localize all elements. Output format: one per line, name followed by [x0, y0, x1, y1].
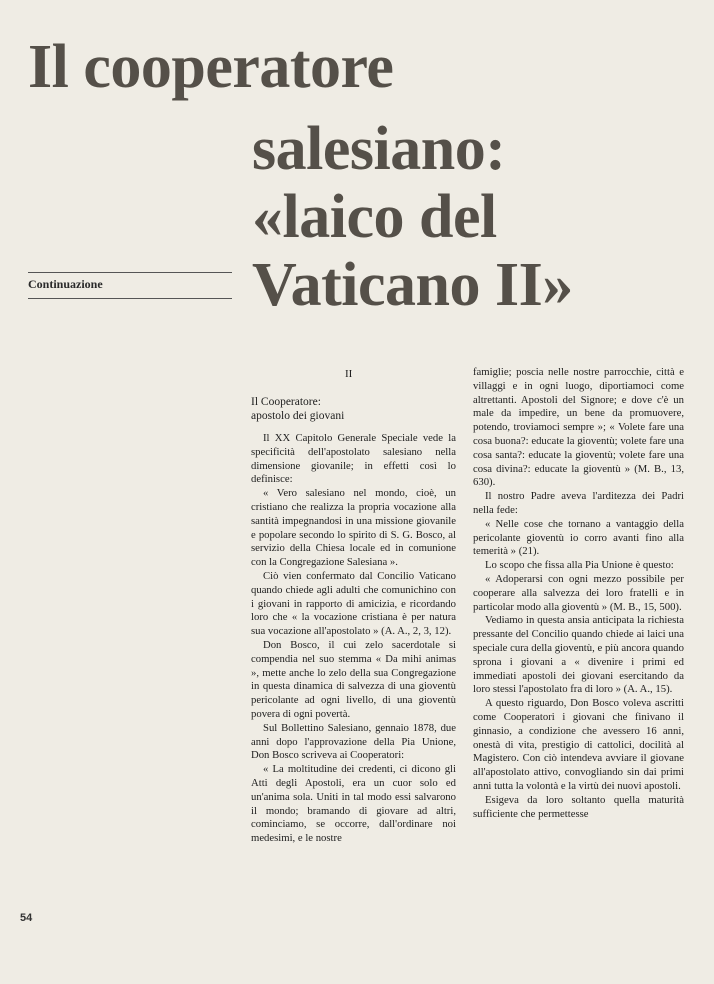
subheading-line-2: apostolo dei giovani — [251, 410, 345, 422]
paragraph: Vediamo in questa ansia anticipata la richiesta pressante del Concilio quando chiede ai laici una speciale cura della gioventù, e più ancora quando sprona i giovani a « divenire i primi ed immediati apostoli dei giovani esercitando da loro stessi l'apostolato fra di loro » (A. A., 15). — [473, 614, 684, 696]
paragraph: « Adoperarsi con ogni mezzo possibile per cooperare alla salvezza dei loro fratelli e in particolar modo alla gioventù » (M. B., 15, 500). — [473, 572, 684, 613]
title-line-3: «laico del — [252, 183, 497, 251]
paragraph: Esigeva da loro soltanto quella maturità sufficiente che permettesse — [473, 793, 684, 820]
page-number: 54 — [20, 912, 33, 924]
title-line-2: salesiano: — [252, 115, 506, 183]
text-column-right — [473, 366, 684, 821]
title-line-1: Il cooperatore — [28, 33, 394, 101]
continuation-label: Continuazione — [28, 277, 103, 291]
subheading-line-1: Il Cooperatore: — [251, 396, 321, 408]
paragraph: A questo riguardo, Don Bosco voleva ascritti come Cooperatori i giovani che finivano il ginnasio, a condizione che avessero 16 anni, onestà di vita, prestigio di cattolici, docilità al Magistero. Con ciò intendeva avviare il giovane all'apostolato attivo, convogliando sin dai primi anni tutta la volontà e la virtù dei nuovi apostoli. — [473, 697, 684, 792]
paragraph: Il nostro Padre aveva l'arditezza dei Padri nella fede: — [473, 490, 684, 516]
title-line-4: Vaticano II» — [252, 251, 573, 319]
paragraph: Don Bosco, il cui zelo sacerdotale si compendia nel suo stemma « Da mihi animas », mette anche lo zelo della sua Congregazione in questa dinamica di salvezza di una gioventù pericolante ad ogni livello, di una gioventù povera di ogni povertà. — [251, 638, 456, 720]
paragraph: Ciò vien confermato dal Concilio Vaticano quando chiede agli adulti che comunichino con i giovani in rapporto di amicizia, e ricordando loro che « la vocazione cristiana è per natura sua vocazione all'apostolato » (A. A., 2, 3, 12). — [251, 569, 456, 638]
paragraph: Sul Bollettino Salesiano, gennaio 1878, due anni dopo l'approvazione della Pia Unione, Don Bosco scriveva ai Cooperatori: — [251, 721, 456, 762]
paragraph: « Nelle cose che tornano a vantaggio della pericolante gioventù io corro avanti fino alla temerità » (21). — [473, 517, 684, 558]
bottom-rule — [28, 298, 232, 299]
paragraph: Lo scopo che fissa alla Pia Unione è questo: — [485, 559, 674, 572]
top-rule — [28, 272, 232, 273]
paragraph: famiglie; poscia nelle nostre parrocchie, città e villaggi e in ogni luogo, diportiamoci come altrettanti. Apostoli del Signore; e dove c'è un male da impedire, un bene da promuovere, potendo, troviamoci sempre »; « Volete fare una cosa buona?: educate la gioventù; volete fare una cosa santa?: educate la gioventù; volete fare una cosa divina?: educate la gioventù » (M. B., 13, 630). — [473, 366, 684, 489]
paragraph: Il XX Capitolo Generale Speciale vede la specificità dell'apostolato salesiano nella dimensione giovanile; in effetti così lo definisce: — [251, 432, 456, 486]
subheading — [251, 395, 456, 423]
paragraph: « Vero salesiano nel mondo, cioè, un cristiano che realizza la propria vocazione alla santità impegnandosi in una missione giovanile e popolare secondo lo spirito di S. G. Bosco, al servizio della Chiesa locale ed in comunione con la Congregazione Salesiana ». — [251, 487, 456, 569]
section-number: II — [345, 368, 353, 380]
paragraph: « La moltitudine dei credenti, ci dicono gli Atti degli Apostoli, era un cuor solo ed un'anima sola. Uniti in tal modo essi salvarono il mondo; bramando di giovare ad altri, cominciamo, se occorre, dall'ordinare noi medesimi, e le nostre — [251, 763, 456, 845]
text-column-left — [251, 395, 456, 846]
